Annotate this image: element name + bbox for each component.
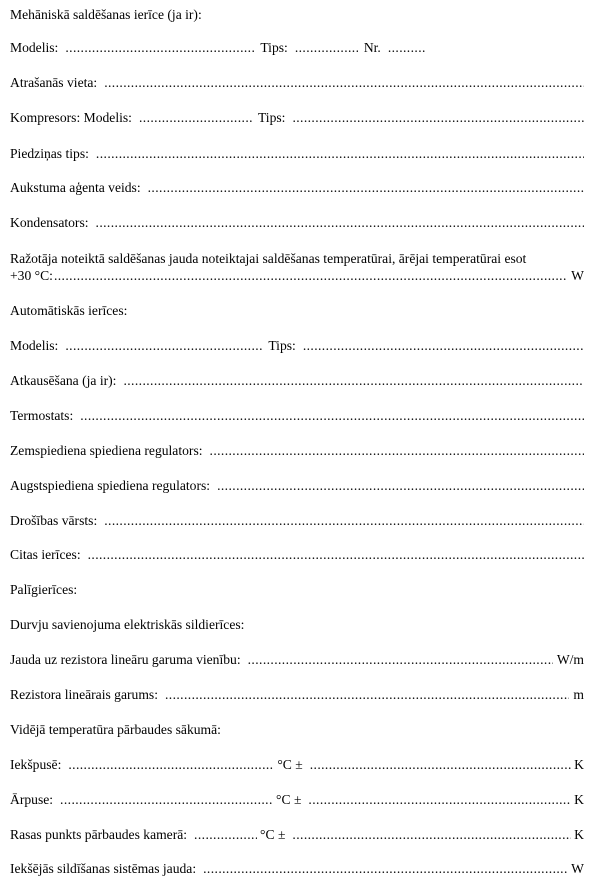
internal-heating-label: Iekšējās sildīšanas sistēmas jauda: [10, 861, 197, 876]
other-devices-label: Citas ierīces: [10, 547, 81, 562]
power-per-length-unit: W/m [556, 652, 584, 667]
power-per-length-label: Jauda uz rezistora lineāru garuma vienību: [10, 652, 241, 667]
capacity-temp: +30 °C: [10, 268, 53, 283]
internal-heating-unit: W [571, 861, 584, 876]
capacity-text: Ražotāja noteiktā saldēšanas jauda noteiktajai saldēšanas temperatūrai, ārējai temperatūrai esot [10, 251, 527, 266]
nr-label: Nr. [363, 40, 381, 55]
condenser-field[interactable] [95, 215, 584, 231]
auxiliary-heading: Palīgierīces: [10, 582, 78, 597]
defrost-field[interactable] [122, 373, 584, 389]
nr-field[interactable] [387, 40, 425, 56]
capacity-paragraph [10, 250, 584, 284]
capacity-field[interactable] [53, 267, 567, 284]
thermostat-label: Termostats: [10, 408, 74, 423]
refrigerant-field[interactable] [147, 180, 584, 196]
safety-valve-field[interactable] [103, 513, 584, 529]
location-field[interactable] [103, 75, 584, 91]
low-pressure-row [10, 443, 584, 459]
low-pressure-label: Zemspiediena spiediena regulators: [10, 443, 203, 458]
high-pressure-label: Augstspiediena spiediena regulators: [10, 478, 211, 493]
inside-row [10, 757, 584, 773]
location-label: Atrašanās vieta: [10, 75, 98, 90]
outside-tolerance-field[interactable] [307, 792, 571, 808]
defrost-label: Atkausēšana (ja ir): [10, 373, 117, 388]
dew-point-kelvin: K [574, 827, 584, 842]
model-field[interactable] [64, 40, 254, 56]
door-heaters-label: Durvju savienojuma elektriskās sildierīces: [10, 617, 245, 632]
outside-row [10, 792, 584, 808]
internal-heating-field[interactable] [202, 861, 567, 877]
outside-kelvin: K [574, 792, 584, 807]
automatic-type-field[interactable] [302, 338, 584, 354]
internal-heating-row [10, 861, 584, 877]
type-field[interactable] [294, 40, 358, 56]
dew-point-tolerance-field[interactable] [291, 827, 571, 843]
inside-tolerance-field[interactable] [309, 757, 571, 773]
model-label: Modelis: [10, 40, 59, 55]
inside-kelvin: K [574, 757, 584, 772]
condenser-row [10, 215, 584, 231]
auxiliary-heading-row [10, 582, 584, 598]
location-row [10, 75, 584, 91]
compressor-type-label: Tips: [257, 110, 286, 125]
automatic-model-field[interactable] [64, 338, 262, 354]
low-pressure-field[interactable] [209, 443, 584, 459]
inside-celsius: °C ± [277, 757, 303, 772]
temperature-heading: Vidējā temperatūra pārbaudes sākumā: [10, 722, 221, 737]
high-pressure-row [10, 478, 584, 494]
capacity-unit: W [571, 268, 584, 283]
compressor-row [10, 110, 584, 126]
mechanical-heading-row [10, 7, 584, 23]
drive-field[interactable] [95, 146, 584, 162]
mechanical-heading: Mehāniskā saldēšanas ierīce (ja ir): [10, 7, 202, 22]
power-per-length-row [10, 652, 584, 668]
refrigerant-label: Aukstuma aģenta veids: [10, 180, 141, 195]
compressor-type-field[interactable] [291, 110, 584, 126]
thermostat-field[interactable] [79, 408, 584, 424]
safety-valve-row [10, 513, 584, 529]
compressor-model-field[interactable] [138, 110, 252, 126]
resistor-length-field[interactable] [164, 687, 569, 703]
automatic-heading-row [10, 303, 584, 319]
automatic-model-label: Modelis: [10, 338, 59, 353]
high-pressure-field[interactable] [216, 478, 584, 494]
resistor-length-unit: m [573, 687, 584, 702]
temperature-heading-row [10, 722, 584, 738]
dew-point-celsius: °C ± [260, 827, 286, 842]
door-heaters-row [10, 617, 584, 633]
power-per-length-field[interactable] [247, 652, 553, 668]
type-label: Tips: [260, 40, 288, 55]
condenser-label: Kondensators: [10, 215, 89, 230]
inside-temp-field[interactable] [67, 757, 274, 773]
outside-temp-field[interactable] [59, 792, 273, 808]
mechanical-model-row [10, 40, 584, 56]
automatic-model-row [10, 338, 584, 354]
inside-label: Iekšpusē: [10, 757, 62, 772]
thermostat-row [10, 408, 584, 424]
automatic-heading: Automātiskās ierīces: [10, 303, 128, 318]
compressor-label: Kompresors: Modelis: [10, 110, 132, 125]
capacity-row [10, 267, 584, 284]
outside-celsius: °C ± [276, 792, 302, 807]
other-devices-field[interactable] [87, 547, 584, 563]
dew-point-temp-field[interactable] [193, 827, 257, 843]
drive-label: Piedziņas tips: [10, 146, 89, 161]
dew-point-label: Rasas punkts pārbaudes kamerā: [10, 827, 188, 842]
automatic-type-label: Tips: [268, 338, 296, 353]
resistor-length-row [10, 687, 584, 703]
other-devices-row [10, 547, 584, 563]
dew-point-row [10, 827, 584, 843]
drive-row [10, 146, 584, 162]
safety-valve-label: Drošības vārsts: [10, 513, 98, 528]
outside-label: Ārpuse: [10, 792, 54, 807]
resistor-length-label: Rezistora lineārais garums: [10, 687, 158, 702]
refrigerant-row [10, 180, 584, 196]
defrost-row [10, 373, 584, 389]
